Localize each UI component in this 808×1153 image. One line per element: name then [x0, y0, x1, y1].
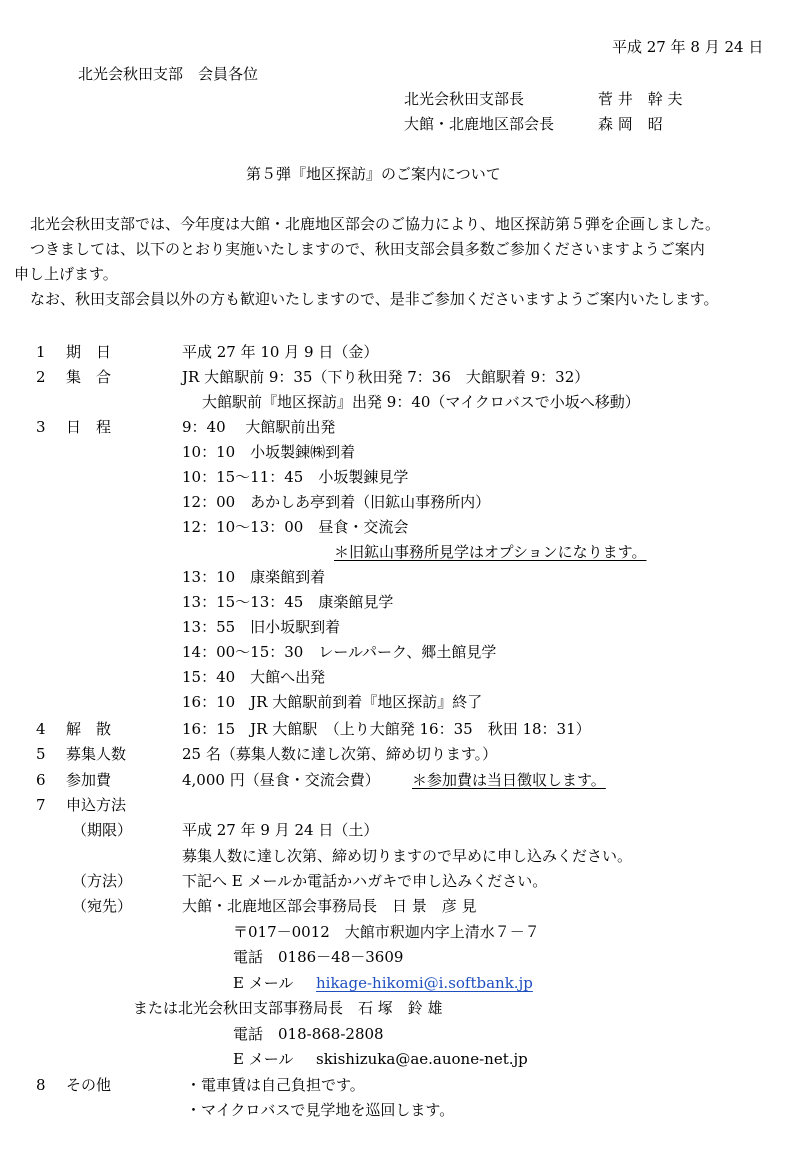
item-number: 7: [36, 796, 46, 814]
schedule-entry: 10：15～11：45 小坂製錬見学: [182, 468, 409, 486]
recipient: 北光会秋田支部 会員各位: [78, 65, 259, 83]
item-value-fee: 4,000 円（昼食・交流会費）: [182, 771, 380, 789]
intro-line-2: つきましては、以下のとおり実施いたしますので、秋田支部会員多数ご参加くださいますようご案内: [30, 240, 705, 258]
schedule-entry: 14：00～15：30 レールパーク、郷土館見学: [182, 643, 497, 661]
item-number: 4: [36, 720, 46, 738]
deadline-value: 平成 27 年 9 月 24 日（土）: [182, 821, 379, 839]
item-value-meeting-departure: 大館駅前『地区探訪』出発 9：40（マイクロバスで小坂へ移動）: [202, 393, 640, 411]
sender-title-1: 北光会秋田支部長: [404, 90, 525, 108]
schedule-entry: 15：40 大館へ出発: [182, 668, 326, 686]
item-label-other: その他: [66, 1076, 112, 1094]
destination-value: 大館・北鹿地区部会事務局長 日 景 彦 見: [182, 897, 477, 915]
item-number: 5: [36, 745, 46, 763]
intro-line-4: なお、秋田支部会員以外の方も歓迎いたしますので、是非ご参加くださいますようご案内いたします。: [30, 290, 719, 308]
item-number: 3: [36, 418, 46, 436]
email-1-label: E メール: [233, 974, 294, 992]
method-label: （方法）: [72, 872, 133, 890]
method-value: 下記へ E メールか電話かハガキで申し込みください。: [182, 872, 548, 890]
sender-name-1: 菅 井 幹 夫: [598, 90, 683, 108]
phone-2: 電話 018-868-2808: [233, 1025, 384, 1043]
item-label-application: 申込方法: [66, 796, 127, 814]
sender-title-2: 大館・北鹿地区部会長: [404, 115, 555, 133]
schedule-entry: 12：10～13：00 昼食・交流会: [182, 518, 409, 536]
sender-name-2: 森 岡 昭: [598, 115, 663, 133]
destination-label: （宛先）: [72, 897, 133, 915]
other-note-1: ・電車賃は自己負担です。: [186, 1076, 365, 1094]
deadline-note: 募集人数に達し次第、締め切りますので早めに申し込みください。: [182, 847, 633, 865]
postal-address: 〒017－0012 大館市釈迦内字上清水７－７: [233, 923, 540, 941]
item-label-schedule: 日 程: [66, 418, 112, 436]
schedule-entry: 9：40 大館駅前出発: [182, 418, 336, 436]
schedule-entry: 12：00 あかしあ亭到着（旧鉱山事務所内）: [182, 493, 491, 511]
fee-note: ＊参加費は当日徴収します。: [412, 771, 606, 789]
item-value-meeting: JR 大館駅前 9：35（下り秋田発 7：36 大館駅着 9：32）: [182, 368, 590, 386]
alt-contact: または北光会秋田支部事務局長 石 塚 鈴 雄: [133, 999, 443, 1017]
schedule-entry: 13：10 康楽館到着: [182, 568, 326, 586]
phone-1: 電話 0186－48－3609: [233, 948, 404, 966]
deadline-label: （期限）: [72, 821, 133, 839]
email-2-label: E メール: [233, 1050, 294, 1068]
schedule-entry: 16：10 JR 大館駅前到着『地区探訪』終了: [182, 693, 483, 711]
item-number: 1: [36, 343, 46, 361]
schedule-entry: 13：15～13：45 康楽館見学: [182, 593, 394, 611]
subject-title: 第５弾『地区探訪』のご案内について: [246, 165, 501, 183]
item-label-date: 期 日: [66, 343, 112, 361]
item-label-dismissal: 解 散: [66, 720, 112, 738]
item-label-capacity: 募集人数: [66, 745, 127, 763]
item-number: 6: [36, 771, 46, 789]
schedule-entry: 10：10 小坂製錬㈱到着: [182, 443, 356, 461]
schedule-entry: 13：55 旧小坂駅到着: [182, 618, 341, 636]
item-label-fee: 参加費: [66, 771, 112, 789]
other-note-2: ・マイクロバスで見学地を巡回します。: [186, 1101, 455, 1119]
email-1-link[interactable]: hikage-hikomi@i.softbank.jp: [316, 974, 533, 992]
schedule-option-note: ＊旧鉱山事務所見学はオプションになります。: [334, 543, 647, 561]
item-value-dismissal: 16：15 JR 大館駅 （上り大館発 16：35 秋田 18：31）: [182, 720, 591, 738]
intro-line-3: 申し上げます。: [14, 265, 118, 283]
item-number: 2: [36, 368, 46, 386]
item-number: 8: [36, 1076, 46, 1094]
item-label-meeting: 集 合: [66, 368, 112, 386]
intro-line-1: 北光会秋田支部では、今年度は大館・北鹿地区部会のご協力により、地区探訪第５弾を企画しました。: [30, 215, 721, 233]
item-value-date: 平成 27 年 10 月 9 日（金）: [182, 343, 379, 361]
item-value-capacity: 25 名（募集人数に達し次第、締め切ります。）: [182, 745, 498, 763]
document-date: 平成 27 年 8 月 24 日: [612, 38, 764, 56]
email-2: skishizuka@ae.auone-net.jp: [316, 1050, 528, 1068]
